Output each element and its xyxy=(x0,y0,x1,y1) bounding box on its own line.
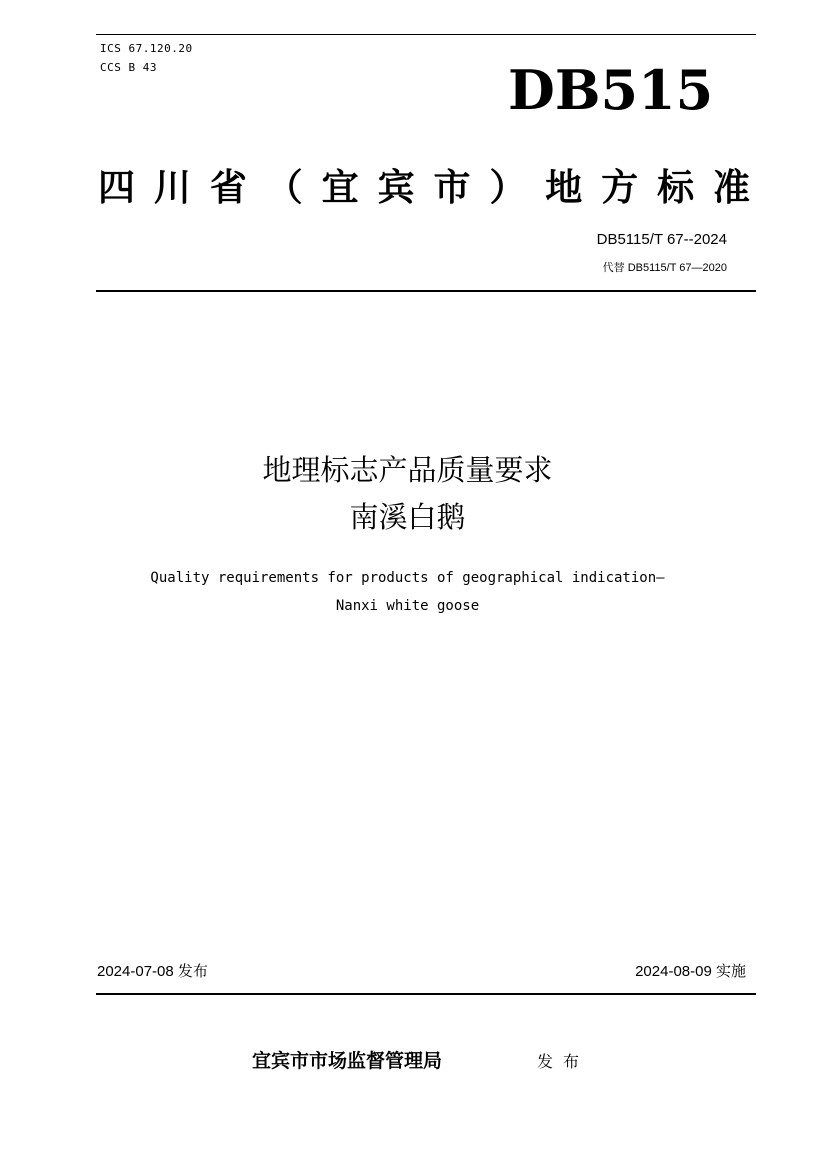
footer-rule xyxy=(96,993,756,995)
standard-title xyxy=(98,162,750,214)
ics-code: ICS 67.120.20 xyxy=(100,42,193,55)
issue-date: 2024-07-08 发布 xyxy=(97,963,208,980)
header-rule xyxy=(96,290,756,292)
standard-number: DB5115/T 67--2024 xyxy=(596,231,727,248)
title-char: 宜 xyxy=(321,166,359,209)
issue-label: 发布 xyxy=(537,1052,590,1071)
document-title-cn-line2: 南溪白鹅 xyxy=(349,500,466,534)
replaces-note: 代替 DB5115/T 67—2020 xyxy=(602,262,727,274)
title-char: 省 xyxy=(209,166,247,209)
title-char: 地 xyxy=(545,166,583,209)
title-char: 标 xyxy=(657,166,695,209)
title-char: ） xyxy=(489,166,527,209)
issuing-authority: 宜宾市市场监督管理局 xyxy=(252,1050,443,1072)
implement-date: 2024-08-09 实施 xyxy=(635,963,746,980)
title-char: 宾 xyxy=(377,166,415,209)
title-char: 四 xyxy=(98,166,135,209)
document-title-en-line1: Quality requirements for products of geographical indication— xyxy=(150,570,665,586)
title-char: 市 xyxy=(433,166,471,209)
top-rule xyxy=(96,34,756,35)
db-mark: DB515 xyxy=(508,58,714,122)
title-char: （ xyxy=(265,166,303,209)
title-char: 川 xyxy=(153,166,191,209)
ccs-code: CCS B 43 xyxy=(100,61,157,74)
title-char: 准 xyxy=(712,166,750,209)
document-title-cn-line1: 地理标志产品质量要求 xyxy=(262,453,553,487)
title-char: 方 xyxy=(601,166,639,209)
document-title-en-line2: Nanxi white goose xyxy=(335,598,480,614)
